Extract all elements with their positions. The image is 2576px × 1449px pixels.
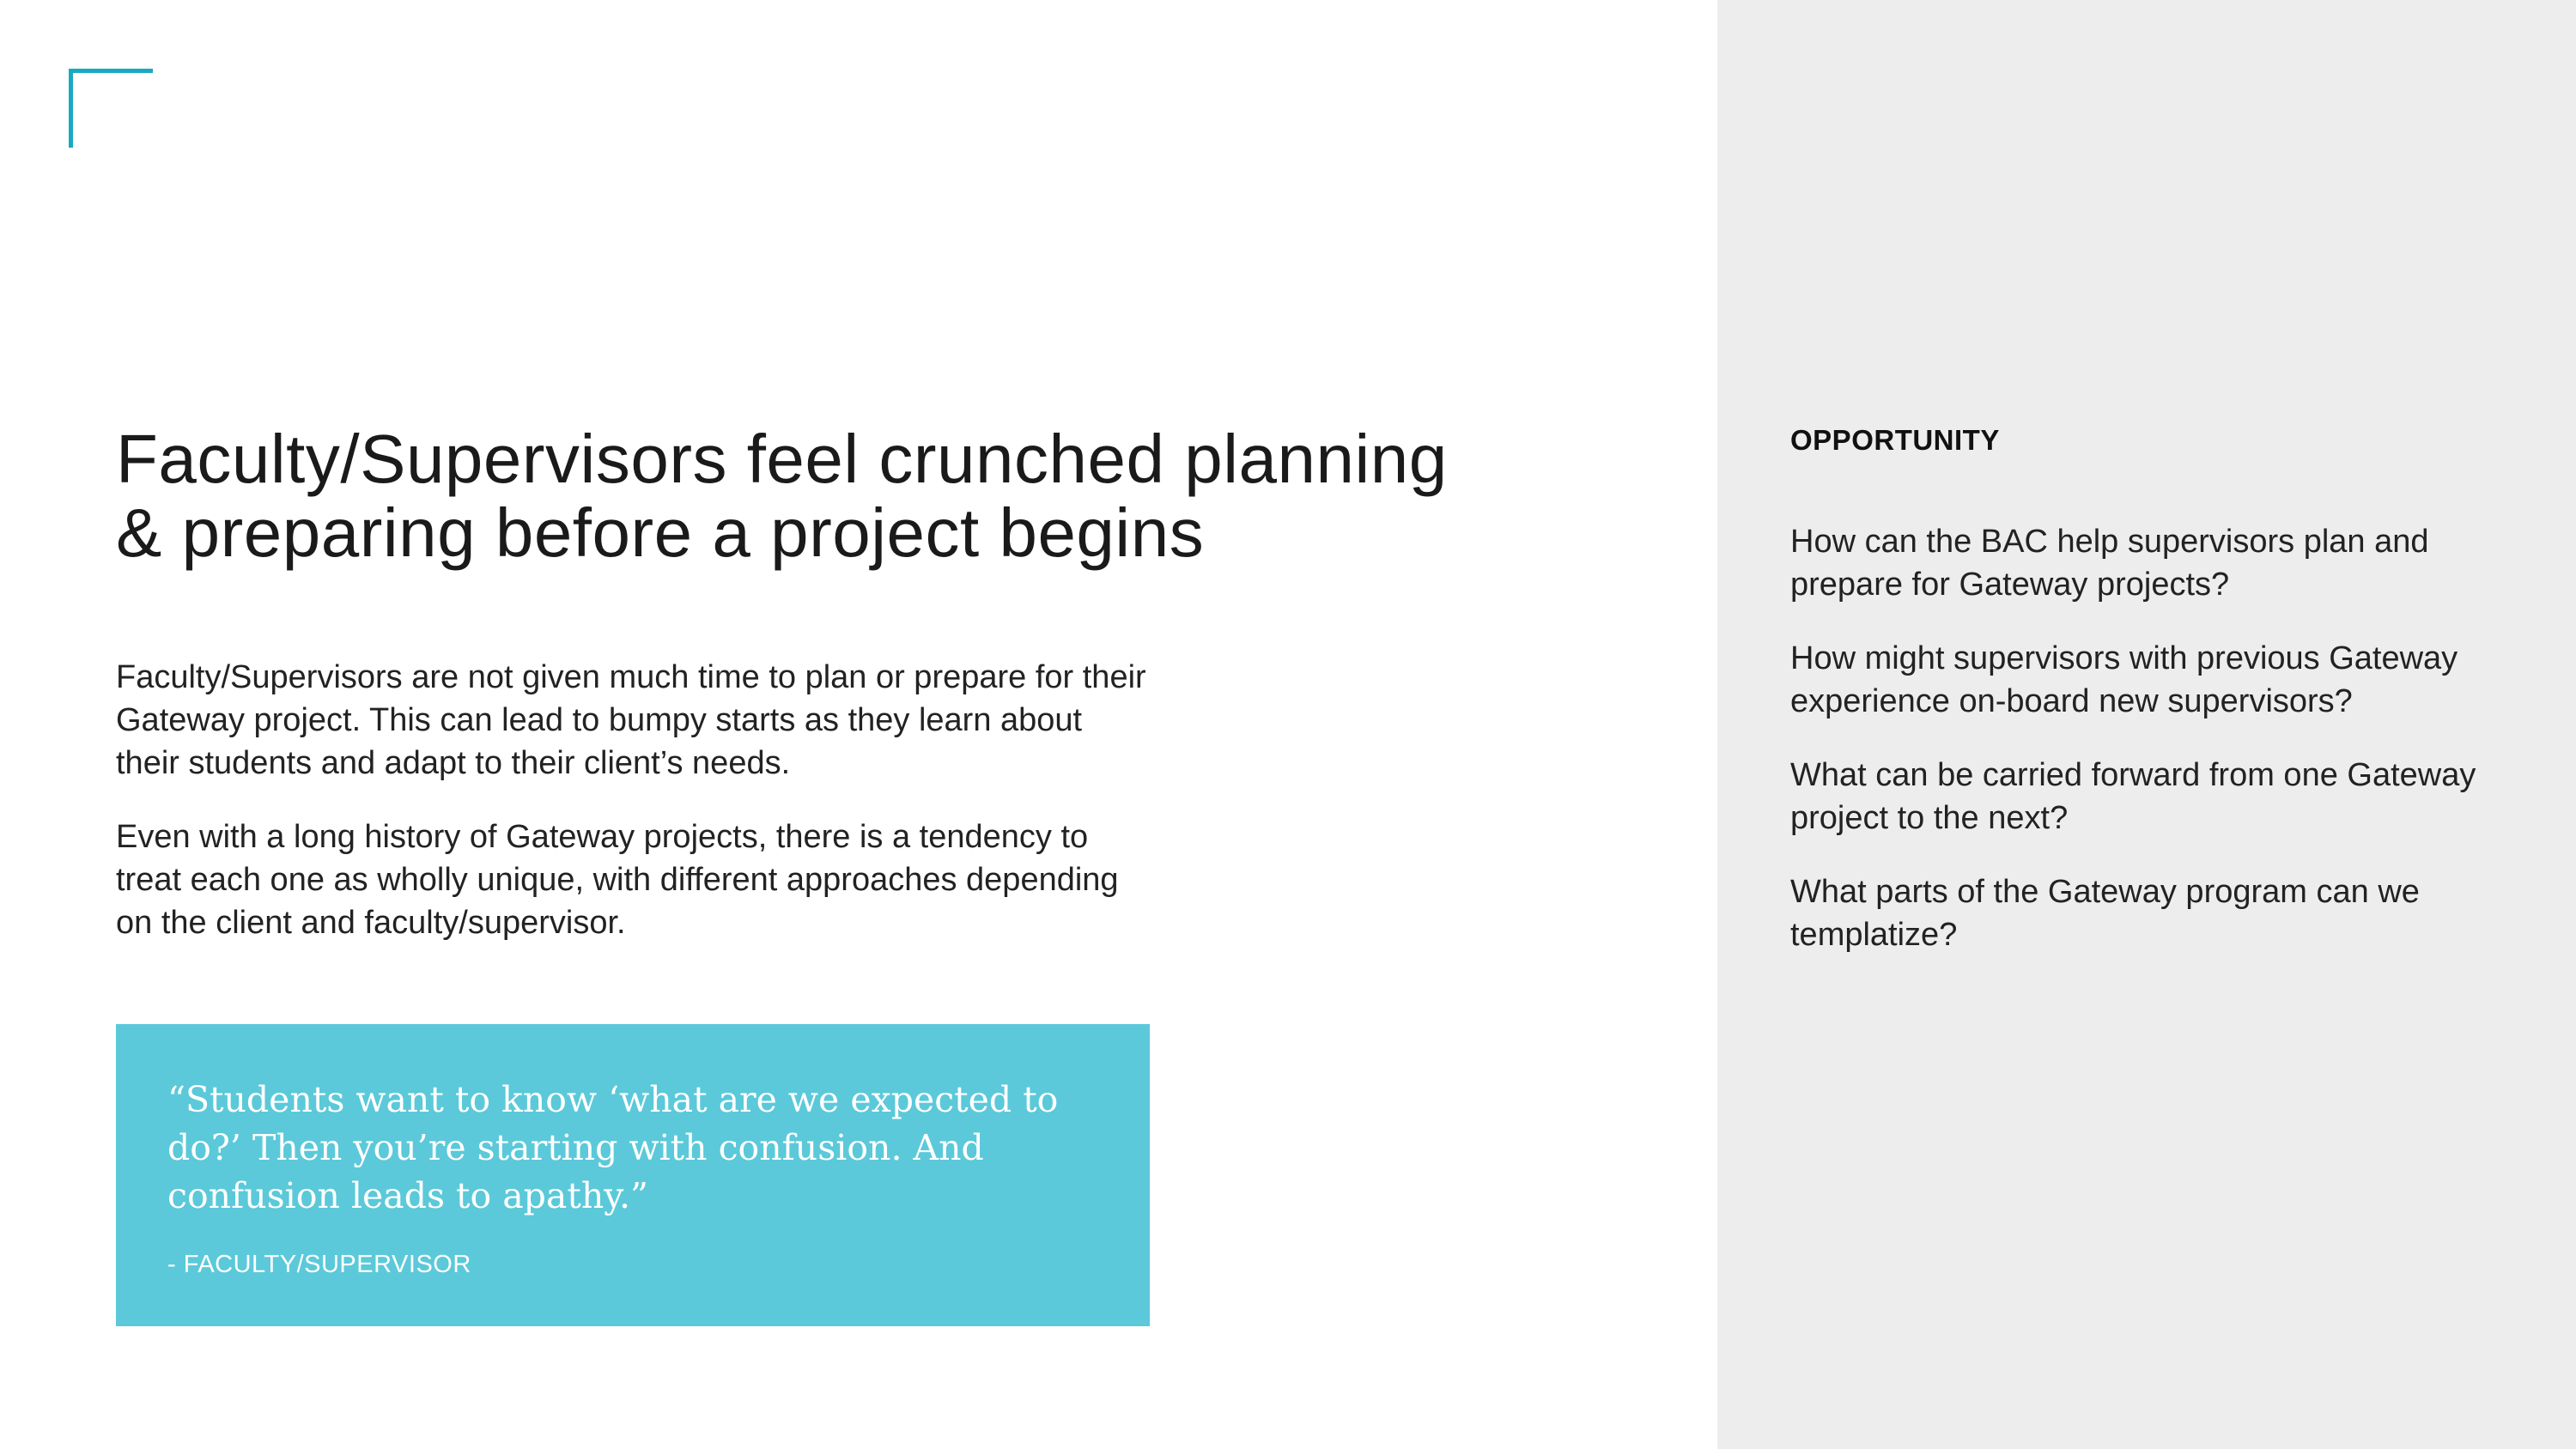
opportunity-question: How might supervisors with previous Gateway experience on-board new supervisors? xyxy=(1790,640,2458,719)
opportunity-sidebar xyxy=(1717,0,2576,1449)
corner-bracket-decoration xyxy=(69,69,153,148)
opportunity-heading: OPPORTUNITY xyxy=(1790,424,2000,456)
body-paragraph-2: Even with a long history of Gateway projects, there is a tendency to treat each one as wholly unique, with different approaches depending on the client and faculty/supervisor. xyxy=(116,819,1119,941)
body-text xyxy=(116,656,1146,975)
opportunity-question: How can the BAC help supervisors plan and prepare for Gateway projects? xyxy=(1790,524,2429,603)
quote-text: “Students want to know ‘what are we expected to do?’ Then you’re starting with confusion. And confusion leads to apathy.” xyxy=(167,1079,1059,1216)
quote-attribution: - FACULTY/SUPERVISOR xyxy=(167,1251,471,1278)
body-paragraph-1: Faculty/Supervisors are not given much time to plan or prepare for their Gateway project. This can lead to bumpy starts as they learn about their students and adapt to their client’s needs. xyxy=(116,659,1146,781)
opportunity-question: What can be carried forward from one Gateway project to the next? xyxy=(1790,757,2476,836)
opportunity-question: What parts of the Gateway program can we templatize? xyxy=(1790,874,2420,953)
opportunity-questions xyxy=(1790,520,2546,987)
title-line-1: Faculty/Supervisors feel crunched planning xyxy=(116,421,1448,497)
quote-callout xyxy=(116,1024,1150,1326)
page-title xyxy=(116,422,1627,570)
title-line-2: & preparing before a project begins xyxy=(116,494,1205,571)
